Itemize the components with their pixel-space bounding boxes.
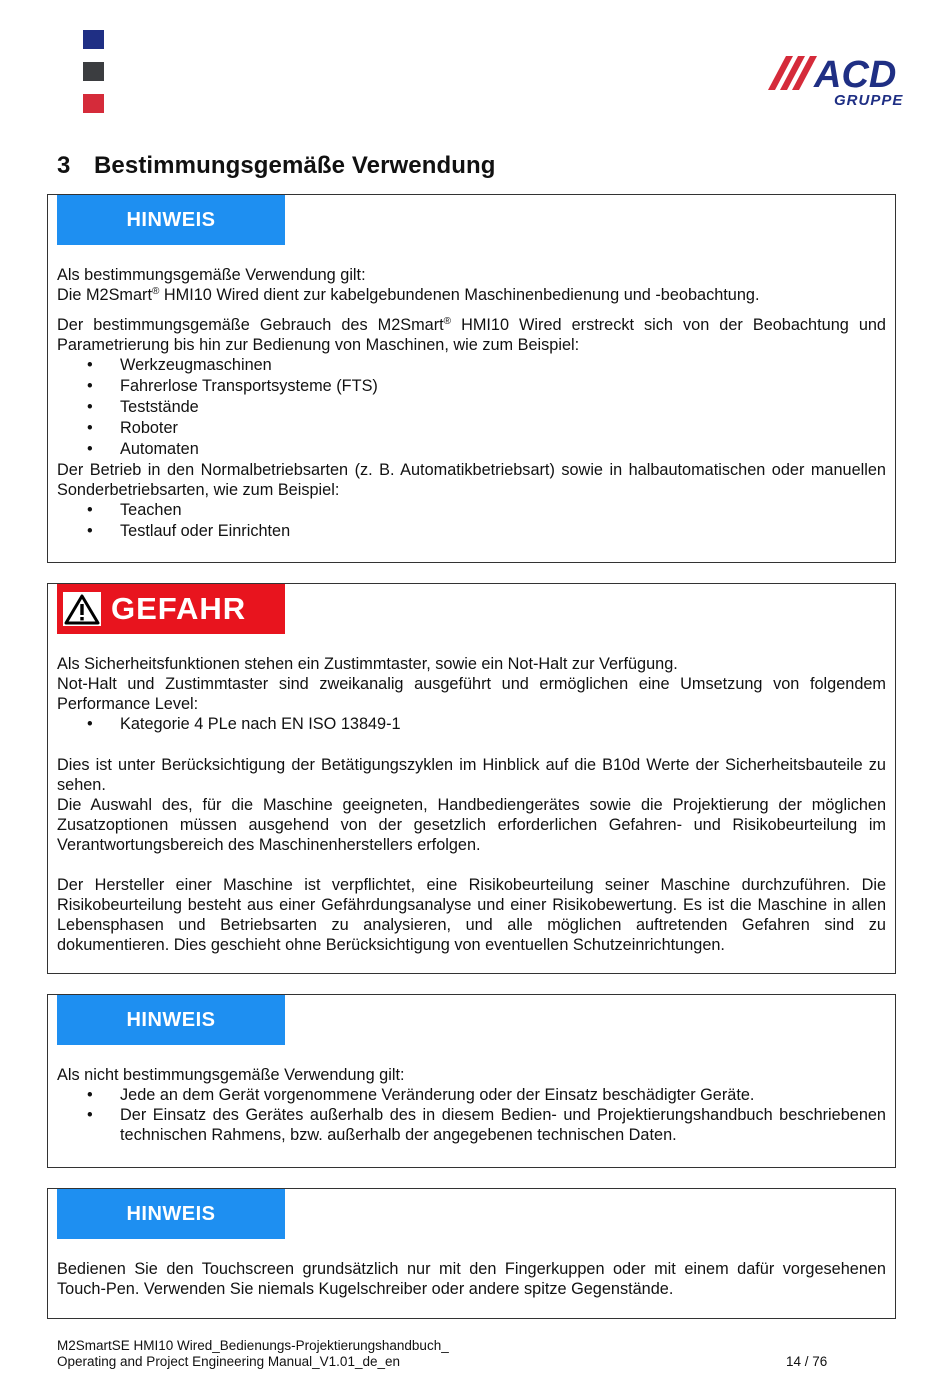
notice-content	[57, 265, 886, 542]
list-item: • Teachen	[57, 500, 886, 521]
improper-use-list	[57, 1085, 886, 1145]
list-item: • Automaten	[57, 439, 886, 460]
mode-list	[57, 500, 886, 542]
improper-use-intro: Als nicht bestimmungsgemäße Verwendung gilt:	[57, 1066, 405, 1084]
section-number: 3	[57, 152, 71, 179]
performance-level-text: Not-Halt und Zustimmtaster sind zweikanalig ausgeführt und ermöglichen eine Umsetzung von folgendem Performance Level:	[57, 675, 886, 713]
notice-box-improper-use	[47, 994, 896, 1168]
list-item: • Werkzeugmaschinen	[57, 355, 886, 376]
notice-box-touchscreen	[47, 1188, 896, 1319]
list-item: • Der Einsatz des Gerätes außerhalb des in diesem Bedien- und Projektierungshandbuch beschriebenen technischen Rahmens, bzw. außerhalb der angegebenen technischen Daten.	[57, 1105, 886, 1145]
list-item: • Testlauf oder Einrichten	[57, 521, 886, 542]
list-item: • Fahrerlose Transportsysteme (FTS)	[57, 376, 886, 397]
notice-content	[57, 1065, 886, 1145]
list-item: • Teststände	[57, 397, 886, 418]
danger-content	[57, 654, 886, 955]
acd-logo-mark	[766, 48, 918, 110]
list-item: • Roboter	[57, 418, 886, 439]
intended-use-scope: Der bestimmungsgemäße Gebrauch des M2Smart® HMI10 Wired erstreckt sich von der Beobachtung und Parametrierung bis hin zur Bedienung von Maschinen, wie zum Beispiel:	[57, 316, 886, 354]
brand-square-red	[83, 94, 104, 113]
notice-content	[57, 1259, 886, 1299]
list-item: • Jede an dem Gerät vorgenommene Veränderung oder der Einsatz beschädigter Geräte.	[57, 1085, 886, 1105]
brand-square-blue	[83, 30, 104, 49]
footer-line-1: M2SmartSE HMI10 Wired_Bedienungs-Projektierungshandbuch_	[57, 1338, 449, 1353]
safety-functions-text: Als Sicherheitsfunktionen stehen ein Zustimmtaster, sowie ein Not-Halt zur Verfügung.	[57, 655, 678, 673]
danger-box-safety	[47, 583, 896, 974]
acd-logo	[766, 48, 918, 110]
machine-list	[57, 355, 886, 460]
b10d-text: Dies ist unter Berücksichtigung der Betätigungszyklen im Hinblick auf die B10d Werte der Sicherheitsbauteile zu sehen.	[57, 756, 886, 794]
footer-line-2: Operating and Project Engineering Manual_V1.01_de_en	[57, 1354, 400, 1369]
risk-assessment-text: Der Hersteller einer Maschine ist verpflichtet, eine Risikobeurteilung seiner Maschine durchzuführen. Die Risikobeurteilung besteht aus einer Gefährdungsanalyse und einer Risikobewertung. Es ist die Maschine in allen Lebensphasen und Betriebsarten zu analysieren, und alle möglichen auftretenden Gefahren sind zu dokumentieren. Dies geschieht ohne Berücksichtigung von eventuellen Schutzeinrichtungen.	[57, 876, 886, 954]
footer-document-title	[57, 1338, 449, 1370]
hinweis-badge: HINWEIS	[57, 995, 285, 1045]
section-title: Bestimmungsgemäße Verwendung	[94, 152, 496, 179]
intended-use-intro: Als bestimmungsgemäße Verwendung gilt:	[57, 266, 366, 284]
touchscreen-text: Bedienen Sie den Touchscreen grundsätzlich nur mit den Fingerkuppen oder mit einem dafür vorgesehenen Touch-Pen. Verwenden Sie niemals Kugelschreiber oder andere spitze Gegenstände.	[57, 1260, 886, 1298]
section-heading	[57, 152, 496, 180]
gefahr-label: GEFAHR	[111, 591, 247, 626]
intended-use-statement: Die M2Smart® HMI10 Wired dient zur kabelgebundenen Maschinenbedienung und -beobachtung.	[57, 286, 760, 304]
operating-modes-text: Der Betrieb in den Normalbetriebsarten (z. B. Automatikbetriebsart) sowie in halbautomatischen oder manuellen Sonderbetriebsarten, wie zum Beispiel:	[57, 461, 886, 499]
page-number: 14 / 76	[786, 1354, 828, 1369]
warning-triangle-icon	[63, 592, 101, 626]
logo-word: ACD	[814, 54, 897, 96]
selection-text: Die Auswahl des, für die Maschine geeigneten, Handbediengerätes sowie die Projektierung der möglichen Zusatzoptionen müssen ausgehend von der gesetzlich erforderlichen Gefahren- und Risikobeurteilung im Verantwortungsbereich des Maschinenherstellers erfolgen.	[57, 796, 886, 854]
gefahr-badge	[57, 584, 285, 634]
hinweis-badge: HINWEIS	[57, 195, 285, 245]
hinweis-badge: HINWEIS	[57, 1189, 285, 1239]
logo-sub: GRUPPE	[834, 92, 904, 109]
performance-list	[57, 714, 886, 735]
list-item: • Kategorie 4 PLe nach EN ISO 13849-1	[57, 714, 886, 735]
notice-box-intended-use	[47, 194, 896, 563]
brand-square-gray	[83, 62, 104, 81]
